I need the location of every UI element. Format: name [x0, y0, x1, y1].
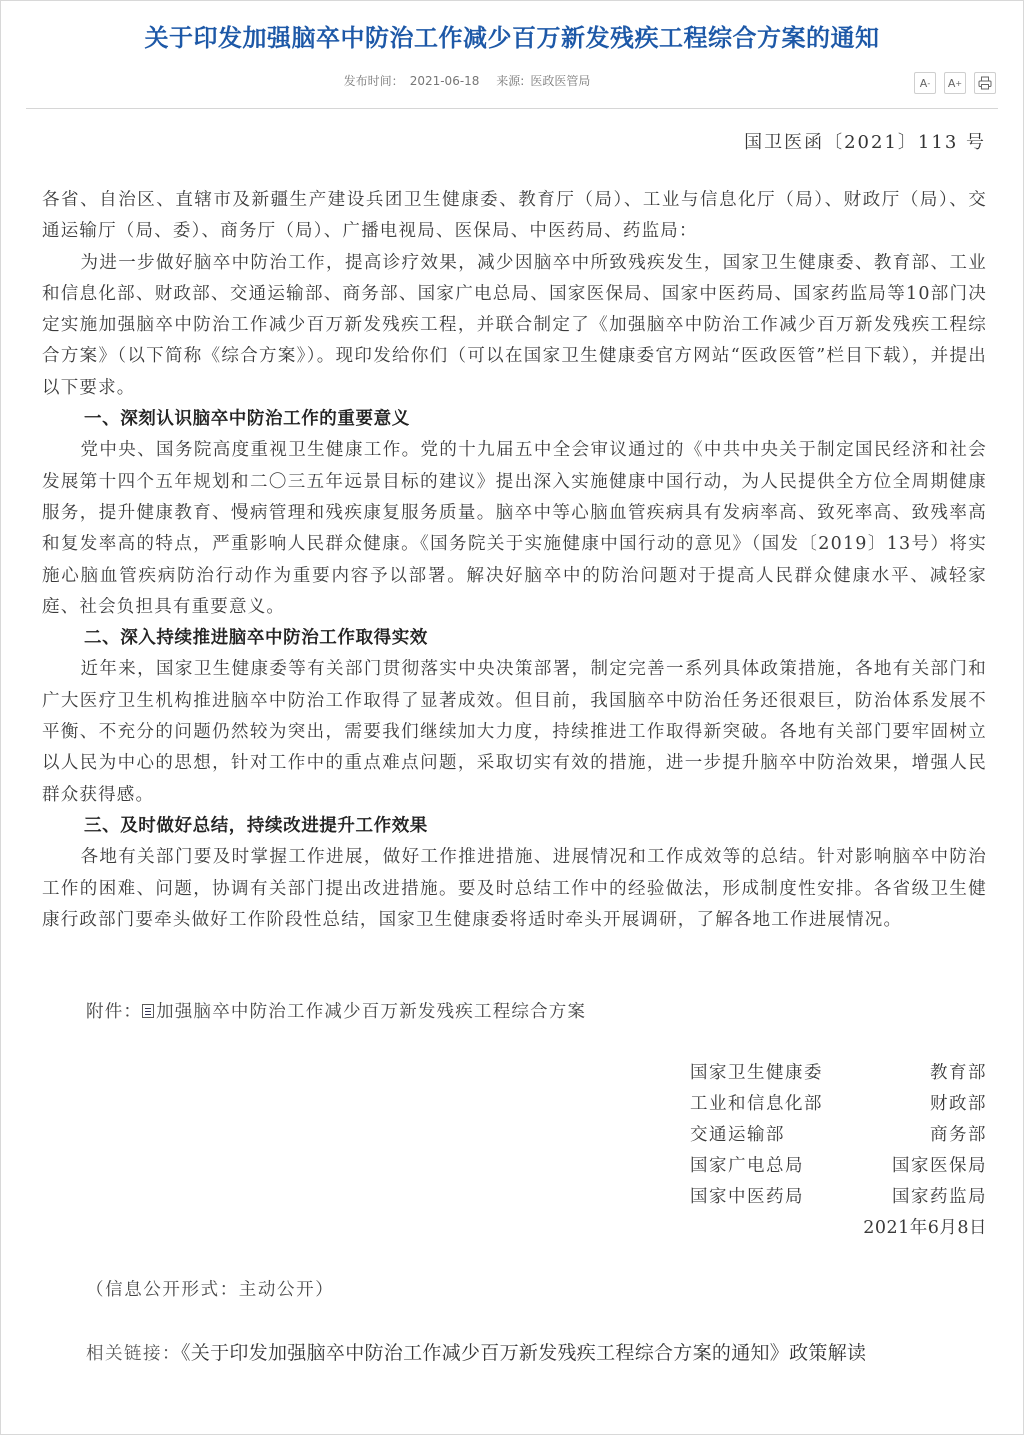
font-decrease-sup: - — [927, 78, 931, 88]
intro-paragraph: 为进一步做好脑卒中防治工作，提高诊疗效果，减少因脑卒中所致残疾发生，国家卫生健康委、教育部、工业和信息化部、财政部、交通运输部、商务部、国家广电总局、国家医保局、国家中医药局、国家药监局等10部门决定实施加强脑卒中防治工作减少百万新发残疾工程，并联合制定了《加强脑卒中防治工作减少百万新发残疾工程综合方案》（以下简称《综合方案》）。现印发给你们（可以在国家卫生健康委官方网站“医政医管”栏目下载），并提出以下要求。 — [42, 252, 987, 398]
attachment-link[interactable] — [142, 1002, 586, 1022]
signatory-right: 国家药监局 — [892, 1187, 987, 1207]
signatory-row — [690, 1182, 987, 1213]
article-tools — [914, 72, 996, 94]
header-divider — [26, 108, 998, 109]
signatories — [690, 1058, 987, 1244]
signatory-row — [690, 1089, 987, 1120]
page-title: 关于印发加强脑卒中防治工作减少百万新发残疾工程综合方案的通知 — [144, 24, 880, 52]
document-icon — [142, 1004, 154, 1018]
document-number: 国卫医函〔2021〕113 号 — [744, 132, 986, 153]
source-label: 来源: — [496, 74, 525, 88]
printer-icon — [978, 76, 992, 90]
source-value: 医政医管局 — [530, 74, 591, 88]
font-increase-sup: + — [955, 78, 963, 88]
related-label: 相关链接： — [86, 1344, 181, 1364]
signatory-right: 财政部 — [930, 1094, 987, 1114]
attachment-label: 附件： — [86, 1002, 143, 1022]
signatory-left: 交通运输部 — [690, 1125, 785, 1145]
signatory-row — [690, 1058, 987, 1089]
related-links — [86, 1338, 866, 1365]
attachment-name: 加强脑卒中防治工作减少百万新发残疾工程综合方案 — [156, 1002, 587, 1022]
publicity-note: （信息公开形式：主动公开） — [86, 1280, 335, 1300]
article-meta — [0, 72, 934, 89]
signature-date: 2021年6月8日 — [863, 1218, 987, 1238]
signatory-left: 国家卫生健康委 — [690, 1063, 823, 1083]
font-decrease-button[interactable] — [914, 72, 936, 94]
section-text-3: 各地有关部门要及时掌握工作进展，做好工作推进措施、进展情况和工作成效等的总结。针对影响脑卒中防治工作的困难、问题，协调有关部门提出改进措施。要及时总结工作中的经验做法，形成制度性安排。各省级卫生健康行政部门要牵头做好工作阶段性总结，国家卫生健康委将适时牵头开展调研，了解各地工作进展情况。 — [42, 847, 987, 930]
signatory-right: 国家医保局 — [892, 1156, 987, 1176]
signatory-row — [690, 1151, 987, 1182]
section-text-2: 近年来，国家卫生健康委等有关部门贯彻落实中央决策部署，制定完善一系列具体政策措施，各地有关部门和广大医疗卫生机构推进脑卒中防治工作取得了显著成效。但目前，我国脑卒中防治任务还很艰巨，防治体系发展不平衡、不充分的问题仍然较为突出，需要我们继续加大力度，持续推进工作取得新突破。各地有关部门要牢固树立以人民为中心的思想，针对工作中的重点难点问题，采取切实有效的措施，进一步提升脑卒中防治效果，增强人民群众获得感。 — [42, 659, 987, 805]
related-link[interactable]: 《关于印发加强脑卒中防治工作减少百万新发残疾工程综合方案的通知》政策解读 — [181, 1342, 867, 1364]
salutation: 各省、自治区、直辖市及新疆生产建设兵团卫生健康委、教育厅（局）、工业与信息化厅（局）、财政厅（局）、交通运输厅（局、委）、商务厅（局）、广播电视局、医保局、中医药局、药监局： — [42, 190, 987, 242]
section-heading-3: 三、及时做好总结，持续改进提升工作效果 — [84, 815, 428, 836]
font-increase-button[interactable] — [944, 72, 966, 94]
font-increase-label: A — [947, 76, 956, 90]
publish-date: 2021-06-18 — [409, 74, 480, 88]
section-heading-1: 一、深刻认识脑卒中防治工作的重要意义 — [84, 409, 410, 430]
signatory-row — [690, 1120, 987, 1151]
print-button[interactable] — [974, 72, 996, 94]
signatory-left: 工业和信息化部 — [690, 1094, 823, 1114]
signatory-right: 教育部 — [930, 1063, 987, 1083]
section-heading-2: 二、深入持续推进脑卒中防治工作取得实效 — [84, 628, 428, 649]
signatory-left: 国家广电总局 — [690, 1156, 804, 1176]
publish-label: 发布时间： — [343, 74, 404, 88]
section-text-1: 党中央、国务院高度重视卫生健康工作。党的十九届五中全会审议通过的《中共中央关于制定国民经济和社会发展第十四个五年规划和二〇三五年远景目标的建议》提出深入实施健康中国行动，为人民提供全方位全周期健康服务，提升健康教育、慢病管理和残疾康复服务质量。脑卒中等心脑血管疾病具有发病率高、致死率高、致残率高和复发率高的特点，严重影响人民群众健康。《国务院关于实施健康中国行动的意见》（国发〔2019〕13号）将实施心脑血管疾病防治行动作为重要内容予以部署。解决好脑卒中的防治问题对于提高人民群众健康水平、减轻家庭、社会负担具有重要意义。 — [42, 440, 987, 617]
article-body — [42, 185, 987, 936]
signatory-left: 国家中医药局 — [690, 1187, 804, 1207]
font-decrease-label: A — [919, 76, 928, 90]
attachment — [86, 998, 586, 1023]
signatory-right: 商务部 — [930, 1125, 987, 1145]
